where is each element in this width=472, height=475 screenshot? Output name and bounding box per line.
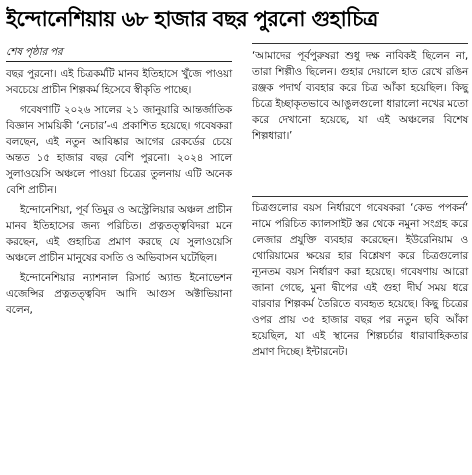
left-paragraph-4: ইন্দোনেশিয়ার ন্যাশনাল রিসার্চ অ্যান্ড ইনোভেশন এজেন্সির প্রত্নতত্ত্ববিদ আদি আগুস অক্টাভিয়ানা বলেন, [6,272,232,316]
headline: ইন্দোনেশিয়ায় ৬৮ হাজার বছর পুরনো গুহাচিত্র [6,7,378,31]
right-top-rule [252,43,468,44]
left-column [6,44,232,322]
left-paragraph-2: গবেষণাটি ২০২৬ সালের ২১ জানুয়ারি আন্তর্জাতিক বিজ্ঞান সাময়িকী ‘নেচার’-এ প্রকাশিত হয়েছে। গবেষকরা বলছেন, এই নতুন আবিষ্কার আগের রেকর্ডের চেয়ে অন্তত ১৫ হাজার বছর বেশি পুরনো। ২০২৪ সালে সুলাওয়েসি অঞ্চলে পাওয়া চিত্রের তুলনায় এটি অনেক বেশি প্রাচীন। [6,104,232,196]
right-column-bottom [252,200,468,364]
left-paragraph-3: ইন্দোনেশিয়া, পূর্ব তিমুর ও অস্ট্রেলিয়ার অঞ্চল প্রাচীন মানব ইতিহাসের জন্য পরিচিত। প্রত্নতত্ত্ববিদরা মনে করছেন, এই গুহাচিত্র প্রমাণ করছে যে সুলাওয়েসি অঞ্চলে প্রাচীন মানুষের বসতি ও অভিবাসন ঘটেছিল। [6,204,232,264]
right-section-rule [252,196,468,197]
continued-from-label: শেষ পৃষ্ঠার পর [6,44,232,62]
right-paragraph-1: ‘আমাদের পূর্বপুরুষরা শুধু দক্ষ নাবিকই ছিলেন না, তারা শিল্পীও ছিলেন। গুহার দেয়ালে হাত রেখে রঙিন রঞ্জক পদার্থ ব্যবহার করে চিত্র আঁকা হয়েছিল। কিছু চিত্রে ইচ্ছাকৃতভাবে আঙুলগুলো ধারালো নখের মতো করে দেখানো হয়েছে, যা এই অঞ্চলের বিশেষ শিল্পধারা।’ [252,50,468,142]
left-paragraph-1: বছর পুরনো। এই চিত্রকর্মটি মানব ইতিহাসে খুঁজে পাওয়া সবচেয়ে প্রাচীন শিল্পকর্ম হিসেবে স্বীকৃতি পাচ্ছে। [6,68,232,96]
right-column-top [252,48,468,148]
right-paragraph-2: চিত্রগুলোর বয়স নির্ধারণে গবেষকরা ‘কেভ পপকর্ন’ নামে পরিচিত ক্যালসাইট স্তর থেকে নমুনা সংগ্রহ করে লেজার প্রযুক্তি ব্যবহার করেছেন। ইউরেনিয়াম ও থোরিয়ামের ক্ষয়ের হার বিশ্লেষণ করে চিত্রগুলোর ন্যূনতম বয়স নির্ধারণ করা হয়েছে। গবেষণায় আরো জানা গেছে, মুনা দ্বীপের এই গুহা দীর্ঘ সময় ধরে বারবার শিল্পকর্ম তৈরিতে ব্যবহৃত হয়েছে। কিছু চিত্রের ওপর প্রায় ৩৫ হাজার বছর পর নতুন ছবি আঁকা হয়েছিল, যা এই স্থানের শিল্পচর্চার ধারাবাহিকতার প্রমাণ দিচ্ছে। ইন্টারনেট। [252,202,468,358]
